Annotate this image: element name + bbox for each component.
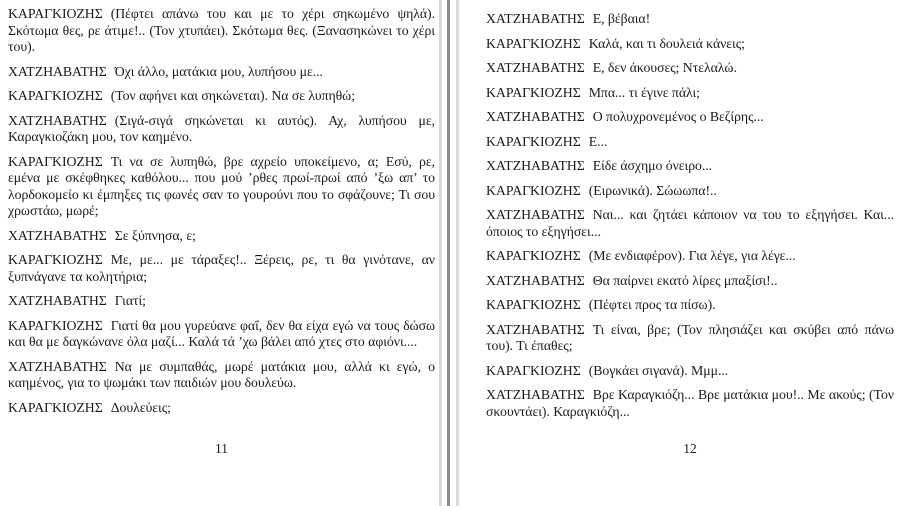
dialogue-text: Θα παίρνει εκατό λίρες μπαξίσι!.. xyxy=(592,272,778,288)
dialogue-paragraph xyxy=(8,400,435,417)
dialogue-text: Με, με... με τάραξες!.. Ξέρεις, ρε, τι θα γινότανε, αν ξυπνάγανε τα κολητήρια; xyxy=(8,252,435,284)
dialogue-text: Να με συμπαθάς, μωρέ ματάκια μου, αλλά κι εγώ, ο καημένος, για το ψωμάκι των παιδιών μου δουλεύω. xyxy=(8,358,435,390)
dialogue-paragraph xyxy=(486,322,894,355)
speaker-name: ΚΑΡΑΓΚΙΟΖΗΣ xyxy=(8,6,103,21)
speaker-name: ΚΑΡΑΓΚΙΟΖΗΣ xyxy=(8,88,103,103)
page-number-right: 12 xyxy=(683,441,697,456)
speaker-name: ΚΑΡΑΓΚΙΟΖΗΣ xyxy=(8,399,103,415)
dialogue-text: Είδε άσχημο όνειρο... xyxy=(592,158,713,173)
dialogue-paragraph xyxy=(486,11,894,28)
dialogue-paragraph xyxy=(486,297,894,314)
dialogue-paragraph xyxy=(486,363,894,380)
page-left xyxy=(8,0,435,506)
dialogue-text: (Πέφτει απάνω του και με το χέρι σηκωμένο ψηλά). Σκότωμα θες, ρε άτιμε!.. (Τον χτυπάει). Σκότωμα θες. (Ξανασηκώνει το χέρι του). xyxy=(8,6,435,54)
dialogue-paragraph xyxy=(486,207,894,240)
page-number-left: 11 xyxy=(215,441,228,456)
dialogue-text: Μπα... τι έγινε πάλι; xyxy=(588,84,700,100)
dialogue-paragraph xyxy=(8,252,435,285)
dialogue-paragraph xyxy=(486,273,894,290)
dialogue-text: (Τον αφήνει και σηκώνεται). Να σε λυπηθώ; xyxy=(110,88,355,103)
dialogue-text: Γιατί θα μου γυρεύανε φαΐ, δεν θα είχα εγώ να τους δώσω και θα με δαγκώνανε όλα μαζί... Καλά τά ’χω βάλει από χτες στο αφιόνι.... xyxy=(8,317,435,349)
dialogue-text: Δουλεύεις; xyxy=(110,399,171,415)
dialogue-paragraph xyxy=(8,154,435,220)
dialogue-text: (Βογκάει σιγανά). Μμμ... xyxy=(588,362,729,378)
dialogue-paragraph xyxy=(8,359,435,392)
dialogue-paragraph xyxy=(486,134,894,151)
speaker-name: ΧΑΤΖΗΑΒΑΤΗΣ xyxy=(486,272,585,288)
speaker-name: ΚΑΡΑΓΚΙΟΖΗΣ xyxy=(486,182,581,198)
dialogue-paragraph xyxy=(8,293,435,310)
dialogue-text: Ε, δεν άκουσες; Ντελαλώ. xyxy=(592,60,737,75)
dialogue-paragraph xyxy=(8,64,435,81)
dialogue-paragraph xyxy=(8,228,435,245)
speaker-name: ΚΑΡΑΓΚΙΟΖΗΣ xyxy=(8,317,103,333)
page-right xyxy=(486,0,894,506)
speaker-name: ΚΑΡΑΓΚΙΟΖΗΣ xyxy=(8,252,103,267)
speaker-name: ΧΑΤΖΗΑΒΑΤΗΣ xyxy=(486,60,585,75)
dialogue-paragraph xyxy=(8,88,435,105)
speaker-name: ΧΑΤΖΗΑΒΑΤΗΣ xyxy=(486,321,585,337)
dialogue-text: Ε, βέβαια! xyxy=(592,11,651,26)
speaker-name: ΧΑΤΖΗΑΒΑΤΗΣ xyxy=(486,109,585,124)
dialogue-paragraph xyxy=(486,387,894,420)
speaker-name: ΧΑΤΖΗΑΒΑΤΗΣ xyxy=(8,227,107,243)
speaker-name: ΧΑΤΖΗΑΒΑΤΗΣ xyxy=(486,387,585,402)
dialogue-text: (Με ενδιαφέρον). Για λέγε, για λέγε... xyxy=(588,248,796,263)
dialogue-paragraph xyxy=(486,60,894,77)
speaker-name: ΧΑΤΖΗΑΒΑΤΗΣ xyxy=(486,158,585,173)
speaker-name: ΚΑΡΑΓΚΙΟΖΗΣ xyxy=(486,35,581,51)
dialogue-text: Γιατί; xyxy=(114,293,146,308)
dialogue-paragraph xyxy=(486,183,894,200)
dialogue-text: Ο πολυχρονεμένος ο Βεζίρης... xyxy=(592,109,764,124)
dialogue-text: Τι είναι, βρε; (Τον πλησιάζει και σκύβει από πάνω του). Τι έπαθες; xyxy=(486,321,894,353)
dialogue-paragraph xyxy=(486,109,894,126)
dialogue-text: Ε... xyxy=(588,133,608,149)
speaker-name: ΧΑΤΖΗΑΒΑΤΗΣ xyxy=(486,11,585,26)
dialogue-text: (Πέφτει προς τα πίσω). xyxy=(588,297,716,312)
book-spine-line xyxy=(447,0,450,506)
gutter-shadow-line xyxy=(439,0,442,506)
speaker-name: ΚΑΡΑΓΚΙΟΖΗΣ xyxy=(486,362,581,378)
gutter-shadow-line xyxy=(456,0,459,506)
speaker-name: ΚΑΡΑΓΚΙΟΖΗΣ xyxy=(486,248,581,263)
dialogue-text: Βρε Καραγκιόζη... Βρε ματάκια μου!.. Με ακούς; (Τον σκουντάει). Καραγκιόζη... xyxy=(486,387,894,419)
dialogue-text: Ναι... και ζητάει κάποιον να του το εξηγήσει. Και... όποιος το εξηγήσει... xyxy=(486,207,894,239)
page-right-dialogue xyxy=(486,0,894,420)
dialogue-text: (Ειρωνικά). Σώωωπα!.. xyxy=(588,182,717,198)
dialogue-paragraph xyxy=(8,6,435,56)
page-left-dialogue xyxy=(8,0,435,416)
dialogue-text: (Σιγά-σιγά σηκώνεται κι αυτός). Αχ, λυπήσου με, Καραγκιοζάκη μου, τον καημένο. xyxy=(8,112,435,144)
speaker-name: ΚΑΡΑΓΚΙΟΖΗΣ xyxy=(486,297,581,312)
speaker-name: ΧΑΤΖΗΑΒΑΤΗΣ xyxy=(486,207,585,222)
dialogue-paragraph xyxy=(8,113,435,146)
speaker-name: ΧΑΤΖΗΑΒΑΤΗΣ xyxy=(8,63,107,79)
speaker-name: ΚΑΡΑΓΚΙΟΖΗΣ xyxy=(8,153,103,169)
dialogue-text: Σε ξύπνησα, ε; xyxy=(114,227,196,243)
dialogue-text: Καλά, και τι δουλειά κάνεις; xyxy=(588,35,745,51)
dialogue-paragraph xyxy=(486,248,894,265)
dialogue-text: Τι να σε λυπηθώ, βρε αχρείο υποκείμενο, α; Εσύ, ρε, εμένα με σκέφθηκες καθόλου... που μού ’ρθες πρωί-πρωί από ’ξω απ’ το λορδοκομείο κι έμπηξες τις φωνές σαν το γουρούνι που το σφάζουνε; Τι σου χρωστάω, μωρέ; xyxy=(8,153,435,218)
speaker-name: ΚΑΡΑΓΚΙΟΖΗΣ xyxy=(486,84,581,100)
speaker-name: ΧΑΤΖΗΑΒΑΤΗΣ xyxy=(8,293,107,308)
dialogue-paragraph xyxy=(486,158,894,175)
speaker-name: ΚΑΡΑΓΚΙΟΖΗΣ xyxy=(486,133,581,149)
dialogue-text: Όχι άλλο, ματάκια μου, λυπήσου με... xyxy=(114,63,323,79)
dialogue-paragraph xyxy=(486,36,894,53)
speaker-name: ΧΑΤΖΗΑΒΑΤΗΣ xyxy=(8,358,107,374)
dialogue-paragraph xyxy=(486,85,894,102)
dialogue-paragraph xyxy=(8,318,435,351)
speaker-name: ΧΑΤΖΗΑΒΑΤΗΣ xyxy=(8,112,107,128)
